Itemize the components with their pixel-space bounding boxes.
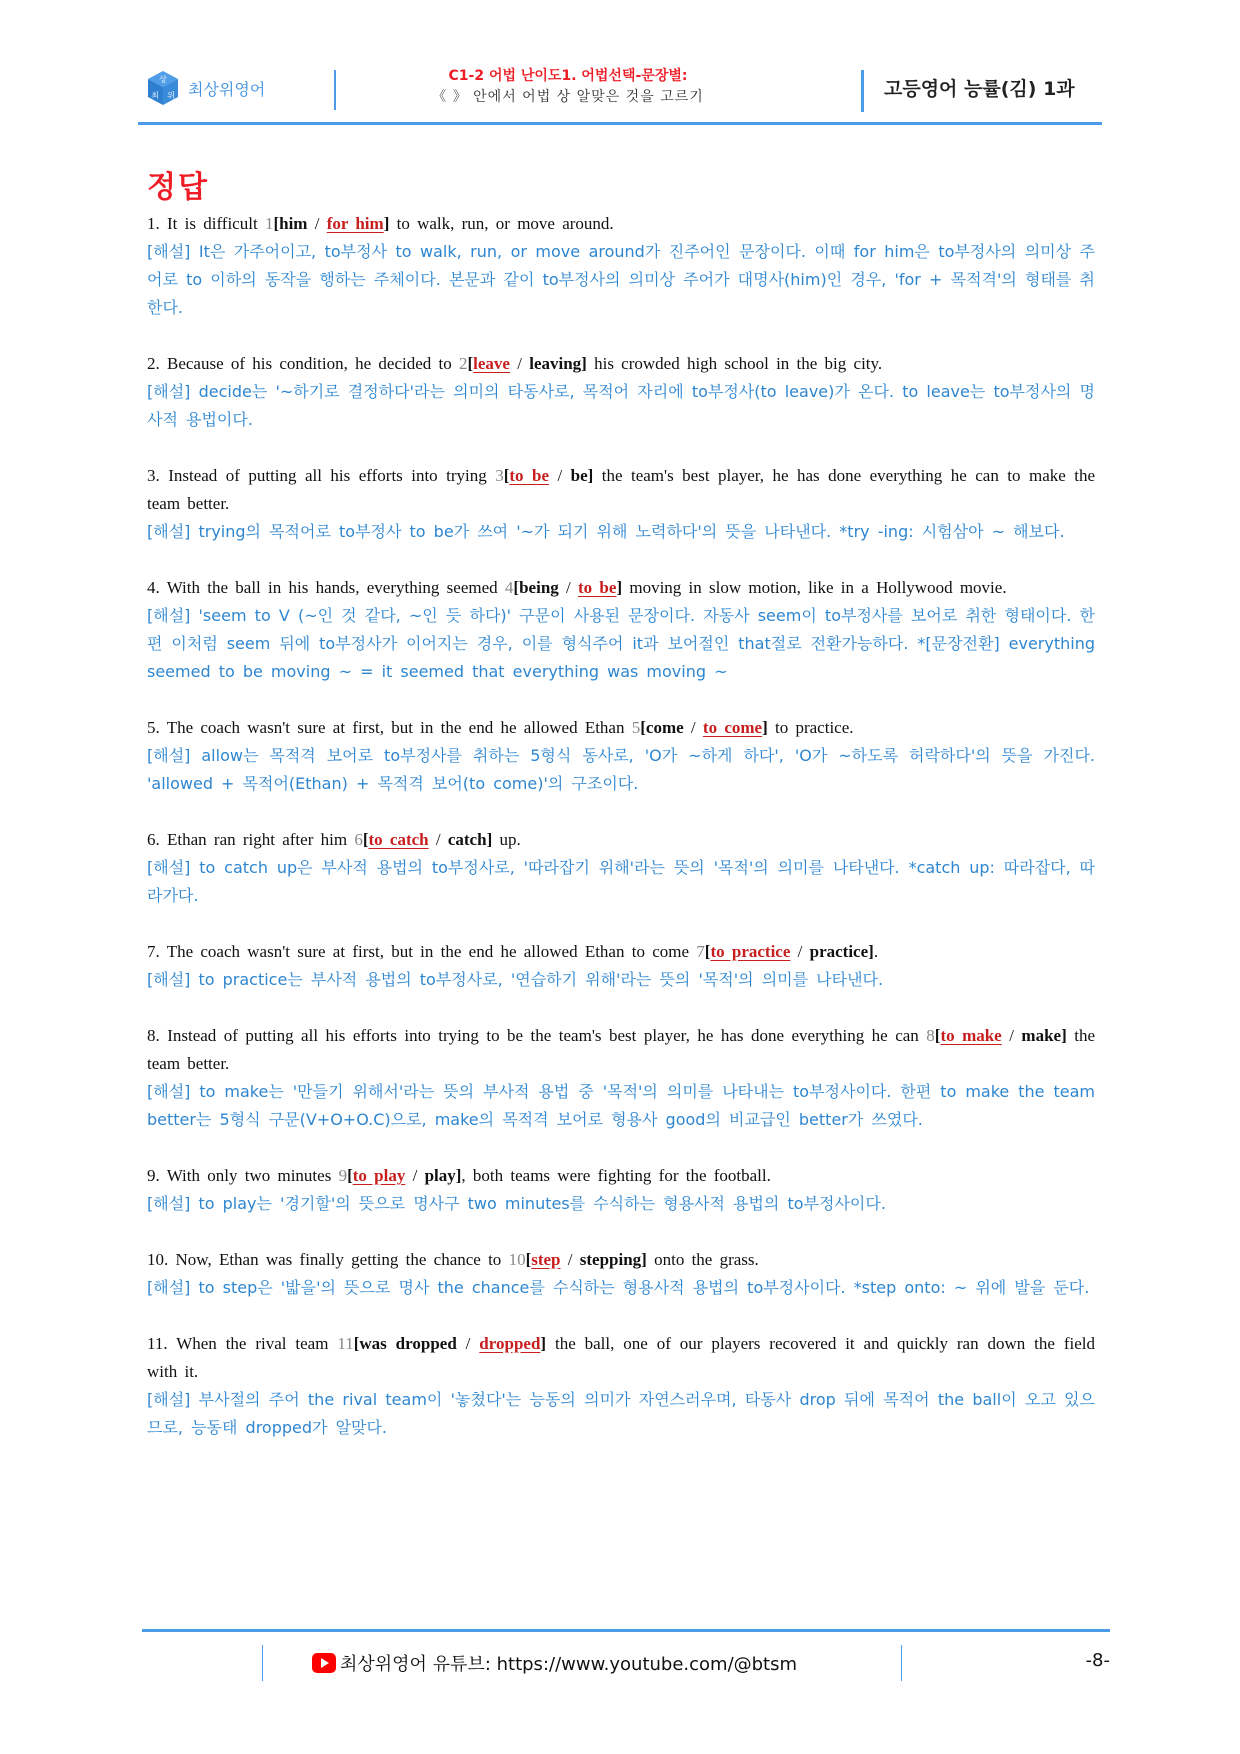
footer-rule <box>142 1629 1110 1632</box>
question-sentence: 1. It is difficult 1[him / for him] to walk, run, or move around. <box>147 214 614 233</box>
footer-divider <box>262 1645 263 1681</box>
choice-option-b: leaving <box>529 354 582 373</box>
question-sentence: 7. The coach wasn't sure at first, but in the end he allowed Ethan to come 7[to practice / practice]. <box>147 942 879 961</box>
header-divider <box>861 70 864 112</box>
footer-divider <box>901 1645 902 1681</box>
choice-option-b: practice <box>809 942 869 961</box>
footer-youtube-link[interactable] <box>312 1650 797 1676</box>
answer-item <box>147 574 1095 686</box>
question-sentence: 9. With only two minutes 9[to play / play], both teams were fighting for the football. <box>147 1166 771 1185</box>
answer-list <box>147 210 1095 1442</box>
explanation: [해설] 'seem to V (~인 것 같다, ~인 듯 하다)' 구문이 사용된 문장이다. 자동사 seem이 to부정사를 보어로 취한 형태이다. 한편 이처럼 seem 뒤에 to부정사가 이어지는 경우, 이를 형식주어 it과 보어절인 that절로 전환가능하다. *[문장전환] everything seemed to be moving ~ = it seemed that everything was moving ~ <box>147 606 1095 681</box>
choice-number: 9 <box>338 1166 348 1185</box>
choice-option-b: make <box>1021 1026 1062 1045</box>
choice-option-a: to play <box>352 1166 406 1185</box>
choice-option-a: was dropped <box>359 1334 457 1353</box>
answer-content <box>147 168 1095 1470</box>
question-sentence: 2. Because of his condition, he decided to 2[leave / leaving] his crowded high school in the big city. <box>147 354 883 373</box>
explanation: [해설] 부사절의 주어 the rival team이 '놓쳤다'는 능동의 의미가 자연스러우며, 타동사 drop 뒤에 목적어 the ball이 오고 있으므로, 능동태 dropped가 알맞다. <box>147 1390 1095 1437</box>
brand-logo <box>146 70 265 106</box>
choice-option-a: come <box>645 718 684 737</box>
header-rule <box>138 122 1102 125</box>
choice-option-a: step <box>531 1250 561 1269</box>
choice-option-a: to make <box>940 1026 1002 1045</box>
choice-option-b: for him <box>326 214 384 233</box>
choice-number: 6 <box>354 830 363 849</box>
answer-item <box>147 210 1095 322</box>
course-title: 고등영어 능률(김) 1과 <box>884 78 1075 100</box>
answer-item <box>147 350 1095 434</box>
choice-number: 2 <box>458 354 468 373</box>
choice-number: 7 <box>696 942 705 961</box>
question-sentence: 5. The coach wasn't sure at first, but in the end he allowed Ethan 5[come / to come] to practice. <box>147 718 854 737</box>
question-sentence: 4. With the ball in his hands, everything seemed 4[being / to be] moving in slow motion, like in a Hollywood movie. <box>147 578 1007 597</box>
answer-item <box>147 1330 1095 1442</box>
answer-item <box>147 714 1095 798</box>
explanation: [해설] decide는 '~하기로 결정하다'라는 의미의 타동사로, 목적어 자리에 to부정사(to leave)가 온다. to leave는 to부정사의 명사적 용법이다. <box>147 382 1095 429</box>
choice-option-a: to catch <box>368 830 429 849</box>
choice-option-b: dropped <box>479 1334 541 1353</box>
choice-option-b: to be <box>578 578 617 597</box>
choice-option-a: leave <box>473 354 510 373</box>
page-number: -8- <box>1085 1650 1110 1671</box>
worksheet-title: C1-2 어법 난이도1. 어법선택-문장별: <box>448 68 688 84</box>
youtube-icon <box>312 1653 336 1673</box>
choice-option-b: catch <box>447 830 487 849</box>
choice-number: 8 <box>926 1026 935 1045</box>
choice-option-a: him <box>279 214 308 233</box>
choice-number: 1 <box>264 214 274 233</box>
choice-number: 3 <box>495 466 504 485</box>
explanation: [해설] allow는 목적격 보어로 to부정사를 취하는 5형식 동사로, 'O가 ~하게 하다', 'O가 ~하도록 허락하다'의 뜻을 가진다. 'allowed + 목적어(Ethan) + 목적격 보어(to come)'의 구조이다. <box>147 746 1095 793</box>
choice-option-b: be <box>570 466 588 485</box>
choice-option-a: being <box>519 578 559 597</box>
choice-number: 4 <box>504 578 514 597</box>
explanation: [해설] to catch up은 부사적 용법의 to부정사로, '따라잡기 위해'라는 뜻의 '목적'의 의미를 나타낸다. *catch up: 따라잡다, 따라가다. <box>147 858 1095 905</box>
worksheet-instruction: 《 》 안에서 어법 상 알맞은 것을 고르기 <box>432 89 704 105</box>
youtube-label: 최상위영어 유튜브: https://www.youtube.com/@btsm <box>340 1654 798 1675</box>
question-sentence: 3. Instead of putting all his efforts into trying 3[to be / be] the team's best player, he has done everything he can to make the team better. <box>147 466 1096 513</box>
answer-item <box>147 1022 1095 1134</box>
section-title: 정답 <box>147 170 209 205</box>
svg-text:상: 상 <box>159 75 167 84</box>
explanation: [해설] to make는 '만들기 위해서'라는 뜻의 부사적 용법 중 '목적'의 의미를 나타내는 to부정사이다. 한편 to make the team better는 5형식 구문(V+O+O.C)으로, make의 목적격 보어로 형용사 good의 비교급인 better가 쓰였다. <box>147 1082 1095 1129</box>
question-sentence: 11. When the rival team 11[was dropped / dropped] the ball, one of our players recovered it and quickly ran down the field with it. <box>147 1334 1095 1381</box>
question-sentence: 6. Ethan ran right after him 6[to catch / catch] up. <box>147 830 521 849</box>
explanation: [해설] to practice는 부사적 용법의 to부정사로, '연습하기 위해'라는 뜻의 '목적'의 의미를 나타낸다. <box>147 970 884 989</box>
svg-text:위: 위 <box>167 91 175 100</box>
explanation: [해설] to step은 '밟을'의 뜻으로 명사 the chance를 수식하는 형용사적 용법의 to부정사이다. *step onto: ~ 위에 발을 둔다. <box>147 1278 1090 1297</box>
svg-text:최: 최 <box>151 91 159 100</box>
header-divider <box>334 70 336 110</box>
choice-option-b: stepping <box>579 1250 642 1269</box>
explanation: [해설] to play는 '경기할'의 뜻으로 명사구 two minutes를 수식하는 형용사적 용법의 to부정사이다. <box>147 1194 886 1213</box>
brand-name: 최상위영어 <box>188 79 266 99</box>
answer-item <box>147 1246 1095 1302</box>
choice-number: 10 <box>508 1250 526 1269</box>
choice-option-b: play <box>424 1166 456 1185</box>
choice-option-a: to practice <box>710 942 791 961</box>
explanation: [해설] trying의 목적어로 to부정사 to be가 쓰여 '~가 되기 위해 노력하다'의 뜻을 나타낸다. *try -ing: 시험삼아 ~ 해보다. <box>147 522 1065 541</box>
answer-item <box>147 1162 1095 1218</box>
page-header <box>138 62 1102 124</box>
explanation: [해설] It은 가주어이고, to부정사 to walk, run, or move around가 진주어인 문장이다. 이때 for him은 to부정사의 의미상 주어로 to 이하의 동작을 행하는 주체이다. 본문과 같이 to부정사의 의미상 주어가 대명사(him)인 경우, 'for + 목적격'의 형태를 취한다. <box>147 242 1095 317</box>
cube-logo-icon <box>146 70 180 106</box>
question-sentence: 8. Instead of putting all his efforts into trying to be the team's best player, he has done everything he can 8[to make / make] the team better. <box>147 1026 1095 1073</box>
choice-option-a: to be <box>509 466 549 485</box>
question-sentence: 10. Now, Ethan was finally getting the chance to 10[step / stepping] onto the grass. <box>147 1250 759 1269</box>
answer-item <box>147 938 1095 994</box>
answer-item <box>147 826 1095 910</box>
choice-option-b: to come <box>702 718 763 737</box>
choice-number: 5 <box>631 718 641 737</box>
header-title-block <box>388 66 748 108</box>
choice-number: 11 <box>337 1334 354 1353</box>
answer-item <box>147 462 1095 546</box>
